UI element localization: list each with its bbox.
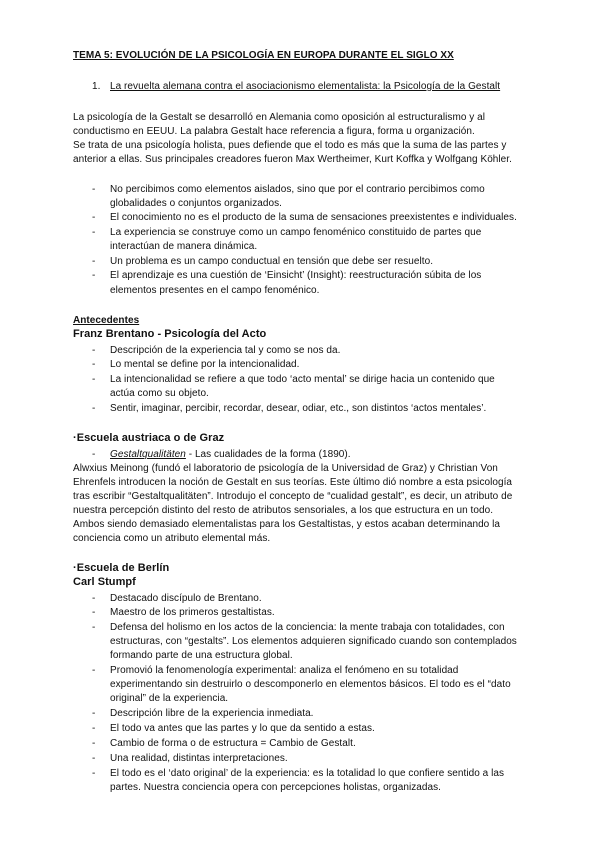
graz-heading: ·Escuela austriaca o de Graz	[73, 432, 225, 444]
bullet-text: formando parte de una estructura global.	[110, 650, 293, 661]
bullet-dash: -	[92, 270, 96, 281]
bullet-text: Cambio de forma o de estructura = Cambio de Gestalt.	[110, 738, 356, 749]
intro-line: Se trata de una psicología holista, pues defiende que el todo es más que la suma de las partes y	[73, 140, 507, 151]
bullet-text: Maestro de los primeros gestaltistas.	[110, 607, 275, 618]
bullet-text: Defensa del holismo en los actos de la conciencia: la mente trabaja con totalidades, con	[110, 622, 505, 633]
bullet-text: globalidades o conjuntos organizados.	[110, 198, 282, 209]
graz-paragraph-line: Ambos siendo demasiado elementalistas para los Gestaltistas, y estos acaban determinando la	[73, 519, 501, 530]
document-title: TEMA 5: EVOLUCIÓN DE LA PSICOLOGÍA EN EUROPA DURANTE EL SIGLO XX	[73, 50, 454, 61]
bullet-text: Un problema es un campo conductual en tensión que debe ser resuelto.	[110, 256, 434, 267]
bullet-dash: -	[92, 184, 96, 195]
section-heading: La revuelta alemana contra el asociacionismo elementalista: la Psicología de la Gestalt	[110, 81, 501, 92]
bullet-text: No percibimos como elementos aislados, sino que por el contrario percibimos como	[110, 184, 485, 195]
bullet-dash: -	[92, 768, 96, 779]
bullet-text: Descripción de la experiencia tal y como se nos da.	[110, 345, 341, 356]
bullet-dash: -	[92, 359, 96, 370]
bullet-text: original” de la experiencia.	[110, 693, 229, 704]
intro-line: conductismo en EEUU. La palabra Gestalt hace referencia a figura, forma u organización.	[73, 126, 475, 137]
bullet-dash: -	[92, 345, 96, 356]
graz-item	[110, 447, 351, 462]
bullet-text: experimentando sin destruirlo o descomponerlo en elementos básicos. El todo es el “dato	[110, 679, 511, 690]
bullet-dash: -	[92, 738, 96, 749]
intro-line: anterior a ellas. Sus principales creadores fueron Max Wertheimer, Kurt Koffka y Wolfgang Köhler.	[73, 154, 512, 165]
bullet-text: Lo mental se define por la intencionalidad.	[110, 359, 300, 370]
bullet-text: partes. Nuestra conciencia opera con percepciones holistas, organizadas.	[110, 782, 442, 793]
bullet-dash: -	[92, 753, 96, 764]
bullet-text: Promovió la fenomenología experimental: analiza el fenómeno en su totalidad	[110, 665, 459, 676]
intro-line: La psicología de la Gestalt se desarrolló en Alemania como oposición al estructuralismo y al	[73, 112, 486, 123]
bullet-dash: -	[92, 403, 96, 414]
bullet-text: actúa como su objeto.	[110, 388, 209, 399]
bullet-dash: -	[92, 374, 96, 385]
berlin-heading: ·Escuela de Berlín	[73, 562, 170, 574]
section-number: 1.	[92, 81, 101, 92]
bullet-dash: -	[92, 593, 96, 604]
bullet-dash: -	[92, 212, 96, 223]
graz-paragraph-line: tras escribir “Gestaltqualitäten”. Introdujo el concepto de “cualidad gestalt”, es decir, un atributo de	[73, 491, 513, 502]
bullet-text: La intencionalidad se refiere a que todo ‘acto mental’ se dirige hacia un contenido que	[110, 374, 495, 385]
bullet-dash: -	[92, 622, 96, 633]
bullet-dash: -	[92, 607, 96, 618]
bullet-text: Descripción libre de la experiencia inmediata.	[110, 708, 314, 719]
graz-paragraph-line: Alwxius Meinong (fundó el laboratorio de psicología de la Universidad de Graz) y Christian Von	[73, 463, 498, 474]
graz-item-rest: - Las cualidades de la forma (1890).	[185, 449, 351, 460]
bullet-text: Destacado discípulo de Brentano.	[110, 593, 262, 604]
bullet-text: El todo va antes que las partes y lo que da sentido a estas.	[110, 723, 375, 734]
bullet-dash: -	[92, 723, 96, 734]
graz-paragraph-line: Ehrenfels introducen la noción de Gestalt en sus teorías. Este último dió nombre a esta psicología	[73, 477, 513, 488]
bullet-text: interactúan de manera dinámica.	[110, 241, 258, 252]
stumpf-heading: Carl Stumpf	[73, 576, 136, 588]
bullet-dash: -	[92, 449, 96, 460]
graz-paragraph-line: nuestra percepción distinto del resto de atributos sensoriales, a los que estructura en un todo.	[73, 505, 494, 516]
bullet-dash: -	[92, 708, 96, 719]
bullet-text: elementos presentes en el campo fenoménico.	[110, 285, 320, 296]
bullet-text: estructuras, con “gestalts”. Los elementos adquieren significado cuando son contemplados	[110, 636, 517, 647]
bullet-text: El todo es el ‘dato original’ de la experiencia: es la totalidad lo que confiere sentido a las	[110, 768, 505, 779]
antecedentes-heading: Antecedentes	[73, 315, 140, 326]
bullet-dash: -	[92, 256, 96, 267]
bullet-dash: -	[92, 665, 96, 676]
brentano-heading: Franz Brentano - Psicología del Acto	[73, 328, 267, 340]
bullet-text: El aprendizaje es una cuestión de ‘Einsicht’ (Insight): reestructuración súbita de los	[110, 270, 482, 281]
bullet-text: La experiencia se construye como un campo fenoménico constituido de partes que	[110, 227, 482, 238]
graz-paragraph-line: conciencia como un atributo elemental más.	[73, 533, 271, 544]
bullet-text: Una realidad, distintas interpretaciones.	[110, 753, 288, 764]
gestaltqualitaten-term: Gestaltqualitäten	[110, 449, 186, 460]
bullet-dash: -	[92, 227, 96, 238]
bullet-text: El conocimiento no es el producto de la suma de sensaciones preexistentes e individuales.	[110, 212, 517, 223]
bullet-text: Sentir, imaginar, percibir, recordar, desear, odiar, etc., son distintos ‘actos mentales’.	[110, 403, 487, 414]
